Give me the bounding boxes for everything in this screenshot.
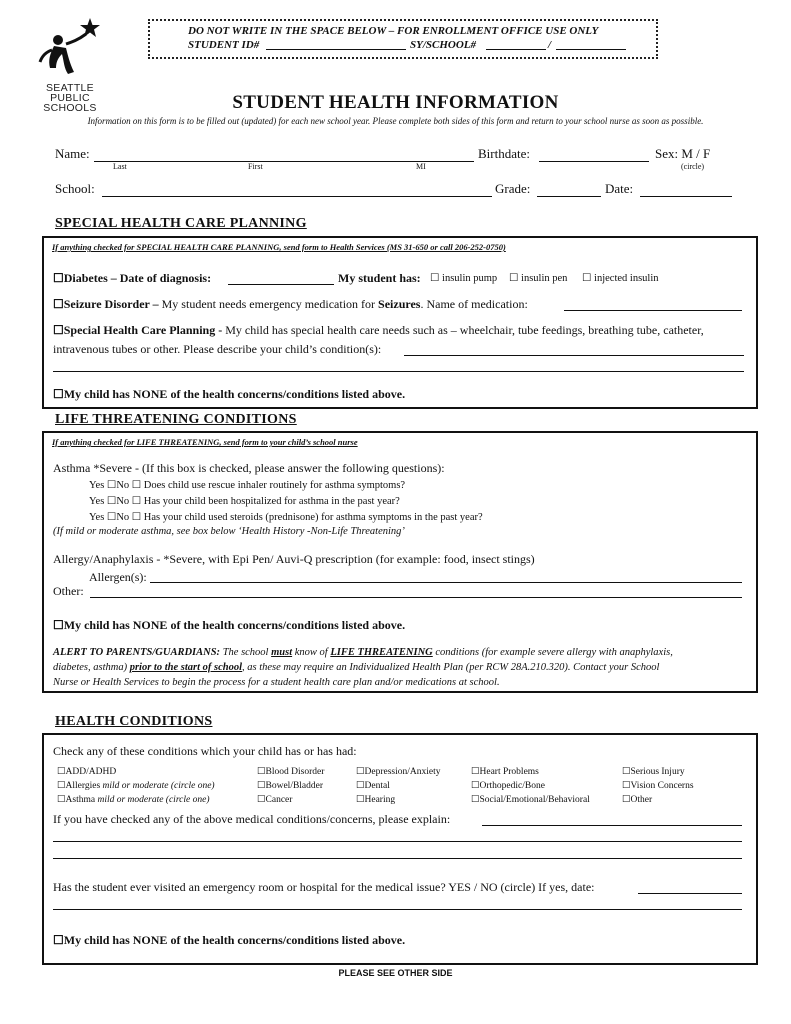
condition-cancer[interactable]: ☐Cancer [257,795,293,805]
last-caption: Last [113,162,127,171]
mi-caption: MI [416,162,426,171]
shcp-checkbox[interactable]: ☐Special Health Care Planning - [53,323,223,337]
explain-label: If you have checked any of the above medical conditions/concerns, please explain: [53,812,451,826]
seizure-text-2: . Name of medication: [420,297,528,311]
school-number-field[interactable] [556,38,626,50]
condition-allergies[interactable] [57,780,215,791]
student-id-label: STUDENT ID# [188,39,260,51]
birthdate-field[interactable] [539,146,649,162]
special-note: If anything checked for SPECIAL HEALTH CARE PLANNING, send form to Health Services (MS 31-650 or call 206-252-0750) [52,242,506,252]
sy-field[interactable] [486,38,546,50]
condition-orthopedic-bone[interactable]: ☐Orthopedic/Bone [471,781,545,791]
diabetes-checkbox[interactable]: ☐Diabetes – Date of diagnosis: [53,271,212,285]
seizure-text: My student needs emergency medication for [161,297,376,311]
grade-label: Grade: [495,181,531,196]
explain-field-2[interactable] [53,830,742,842]
alert-must: must [271,647,293,658]
date-label: Date: [605,181,634,196]
asthma-q1[interactable]: Yes ☐No ☐ Does child use rescue inhaler routinely for asthma symptoms? [89,480,406,491]
mild-asthma-note: (If mild or moderate asthma, see box below ‘Health History -Non-Life Threatening’ [53,526,405,537]
page-title: STUDENT HEALTH INFORMATION [232,92,559,113]
alert-line-1 [53,645,753,660]
alert-text-5: , as these may require an Individualized Health Plan (per RCW 28A.210.320). Contact your School [242,662,660,673]
injected-insulin-checkbox[interactable]: ☐ injected insulin [582,273,659,284]
life-note: If anything checked for LIFE THREATENING, send form to your child’s school nurse [52,437,358,447]
condition-heart-problems[interactable]: ☐Heart Problems [471,767,539,777]
condition-serious-injury[interactable]: ☐Serious Injury [622,767,685,777]
logo-line-3: SCHOOLS [43,102,97,114]
student-id-field[interactable] [266,38,406,50]
condition-hearing[interactable]: ☐Hearing [356,795,396,805]
condition-depression-anxiety[interactable]: ☐Depression/Anxiety [356,767,441,777]
special-none-checkbox[interactable]: ☐My child has NONE of the health concerns/conditions listed above. [53,387,406,401]
insulin-pump-checkbox[interactable]: ☐ insulin pump [430,273,498,284]
alert-life-threatening: LIFE THREATENING [330,647,433,658]
health-heading: HEALTH CONDITIONS [55,714,213,729]
asthma-q2[interactable]: Yes ☐No ☐ Has your child been hospitalized for asthma in the past year? [89,496,400,507]
asthma-q3[interactable]: Yes ☐No ☐ Has your child used steroids (prednisone) for asthma symptoms in the past year? [89,512,483,523]
shcp-row [53,323,704,338]
life-none-checkbox[interactable]: ☐My child has NONE of the health concerns/conditions listed above. [53,618,406,632]
name-label: Name: [55,146,90,161]
sy-school-slash: / [548,39,552,51]
sy-school-label: SY/SCHOOL# [410,39,477,51]
grade-field[interactable] [537,181,601,197]
condition-social-emotional[interactable]: ☐Social/Emotional/Behavioral [471,795,590,805]
condition-vision-concerns[interactable]: ☐Vision Concerns [622,781,694,791]
shcp-text: My child has special health care needs such as – wheelchair, tube feedings, breathing tube, catheter, [225,323,704,337]
er-date-field[interactable] [638,880,742,894]
check-any-label: Check any of these conditions which your child has or has had: [53,744,357,758]
logo-line-2: PUBLIC [50,92,90,104]
allergens-field[interactable] [150,570,742,583]
office-notice: DO NOT WRITE IN THE SPACE BELOW – FOR ENROLLMENT OFFICE USE ONLY [188,25,599,37]
asthma-severe-label[interactable]: Asthma *Severe - (If this box is checked, please answer the following questions): [53,461,445,475]
condition-blood-disorder[interactable]: ☐Blood Disorder [257,767,325,777]
alert-line-3: Nurse or Health Services to begin the process for a student health care plan and/or medications at school. [53,677,500,688]
special-heading: SPECIAL HEALTH CARE PLANNING [55,216,307,231]
alert-text-1: The school [222,647,269,658]
my-student-has-label: My student has: [338,271,421,285]
insulin-pen-checkbox[interactable]: ☐ insulin pen [509,273,568,284]
condition-asthma[interactable] [57,794,210,805]
asthma-label: ☐Asthma [57,795,96,805]
alert-prior-to-school: prior to the start of school [129,662,243,673]
school-field[interactable] [102,181,492,197]
logo-line-1: SEATTLE [45,82,94,94]
condition-bowel-bladder[interactable]: ☐Bowel/Bladder [257,781,324,791]
er-field-2[interactable] [53,898,742,910]
first-caption: First [248,162,263,171]
alert-text-2: know of [294,647,328,658]
sex-circle-caption: (circle) [681,162,705,171]
er-question: Has the student ever visited an emergency room or hospital for the medical issue? YES / NO (circle) If yes, date: [53,880,595,894]
seizure-medication-field[interactable] [564,297,742,311]
allergies-label: ☐Allergies [57,781,101,791]
health-none-checkbox[interactable]: ☐My child has NONE of the health concerns/conditions listed above. [53,933,406,947]
explain-field[interactable] [482,812,742,826]
allergy-label[interactable]: Allergy/Anaphylaxis - *Severe, with Epi Pen/ Auvi-Q prescription (for example: food, insect stings) [53,552,535,566]
condition-add-adhd[interactable]: ☐ADD/ADHD [57,767,117,777]
condition-other[interactable]: ☐Other [622,795,653,805]
date-field[interactable] [640,181,732,197]
office-ids-row [188,38,656,52]
allergies-severity: mild or moderate (circle one) [102,781,215,791]
alert-text-3: conditions (for example severe allergy with anaphylaxis, [435,647,673,658]
enrollment-office-box [148,19,658,59]
diabetes-date-field[interactable] [228,271,334,285]
other-field[interactable] [90,584,742,598]
school-label: School: [55,181,95,196]
see-other-side-footer: PLEASE SEE OTHER SIDE [338,968,453,978]
sex-label[interactable]: Sex: M / F [655,146,711,161]
condition-dental[interactable]: ☐Dental [356,781,390,791]
asthma-severity: mild or moderate (circle one) [97,795,210,805]
life-heading: LIFE THREATENING CONDITIONS [55,412,297,427]
seizure-row [53,297,528,312]
shcp-condition-field-2[interactable] [53,360,744,372]
alert-text-4: diabetes, asthma) [53,662,128,673]
allergens-label: Allergen(s): [89,570,147,584]
birthdate-label: Birthdate: [478,146,530,161]
alert-line-2 [53,660,753,675]
seizures-word: Seizures [378,297,421,311]
alert-label: ALERT TO PARENTS/GUARDIANS: [53,647,221,658]
other-label: Other: [53,584,84,598]
star-figure-icon [38,16,102,78]
name-field[interactable] [94,146,474,162]
page-subtitle: Information on this form is to be filled out (updated) for each new school year. Please complete both sides of this form and return to your school nurse as soon as possible. [87,116,704,126]
alert-paragraph [53,645,753,690]
shcp-condition-field[interactable] [404,342,744,356]
explain-field-3[interactable] [53,847,742,859]
seizure-checkbox[interactable]: ☐Seizure Disorder – [53,297,159,311]
shcp-text-2: intravenous tubes or other. Please describe your child’s condition(s): [53,342,382,356]
